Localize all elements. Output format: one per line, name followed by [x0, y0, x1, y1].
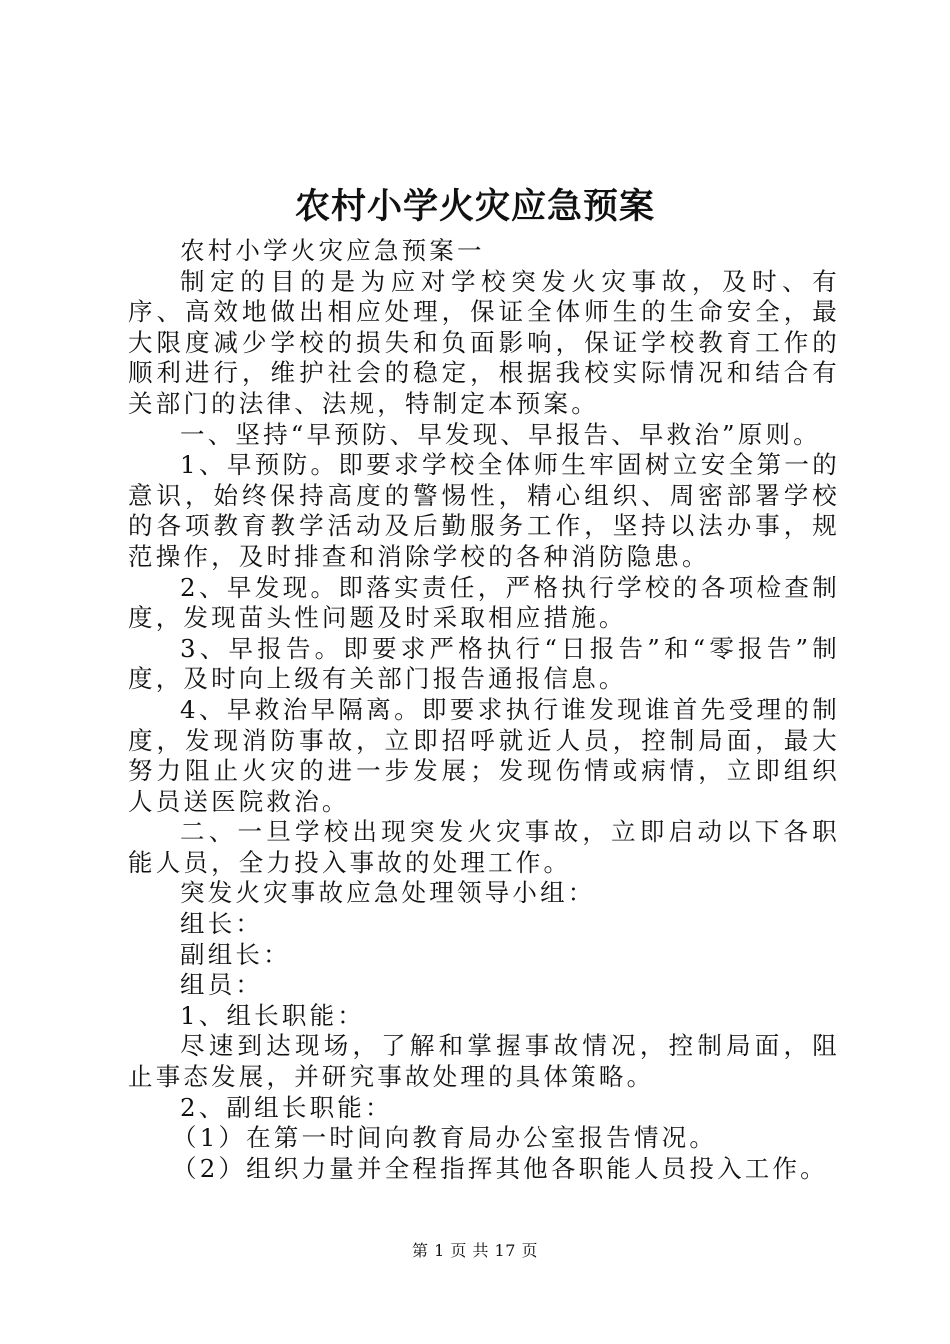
paragraph-heading-plan-one: 农村小学火灾应急预案一: [180, 236, 485, 265]
paragraph-deputy-leader: 副组长：: [180, 939, 291, 969]
paragraph-early-report: 3、早报告。即要求严格执行“日报告”和“零报告”制度，及时向上级有关部门报告通报信息。: [128, 633, 840, 694]
document-body: [128, 236, 840, 1184]
paragraph-deputy-duty-2: （2）组织力量并全程指挥其他各职能人员投入工作。: [172, 1153, 828, 1183]
paragraph-group-leader: 组长：: [180, 909, 264, 939]
paragraph-deputy-duty-1: （1）在第一时间向教育局办公室报告情况。: [172, 1123, 718, 1153]
paragraph-leading-group: 突发火灾事故应急处理领导小组：: [180, 878, 596, 908]
paragraph-emergency-start: 二、一旦学校出现突发火灾事故，立即启动以下各职能人员，全力投入事故的处理工作。: [128, 817, 840, 877]
paragraph-purpose: 制定的目的是为应对学校突发火灾事故，及时、有序、高效地做出相应处理，保证全体师生的生命安全，最大限度减少学校的损失和负面影响，保证学校教育工作的顺利进行，维护社会的稳定，根据我校实际情况和结合有关部门的法律、法规，特制定本预案。: [128, 266, 840, 418]
paragraph-early-prevention: 1、早预防。即要求学校全体师生牢固树立安全第一的意识，始终保持高度的警惕性，精心组织、周密部署学校的各项教育教学活动及后勤服务工作，坚持以法办事，规范操作，及时排查和消除学校的各种消防隐患。: [128, 450, 840, 571]
paragraph-principle: 一、坚持“早预防、早发现、早报告、早救治”原则。: [180, 419, 821, 449]
paragraph-leader-duties: 尽速到达现场，了解和掌握事故情况，控制局面，阻止事态发展，并研究事故处理的具体策略。: [128, 1031, 840, 1092]
document-title: 农村小学火灾应急预案: [294, 186, 655, 227]
paragraph-members: 组员：: [180, 970, 264, 1000]
paragraph-leader-duties-heading: 1、组长职能：: [180, 1000, 365, 1030]
page-number-footer: 第 1 页 共 17 页: [412, 1241, 538, 1260]
paragraph-early-treatment: 4、早救治早隔离。即要求执行谁发现谁首先受理的制度，发现消防事故，立即招呼就近人员，控制局面，最大努力阻止火灾的进一步发展；发现伤情或病情，立即组织人员送医院救治。: [128, 694, 840, 816]
paragraph-deputy-duties-heading: 2、副组长职能：: [180, 1092, 393, 1122]
paragraph-early-detection: 2、早发现。即落实责任，严格执行学校的各项检查制度，发现苗头性问题及时采取相应措施。: [128, 572, 840, 633]
